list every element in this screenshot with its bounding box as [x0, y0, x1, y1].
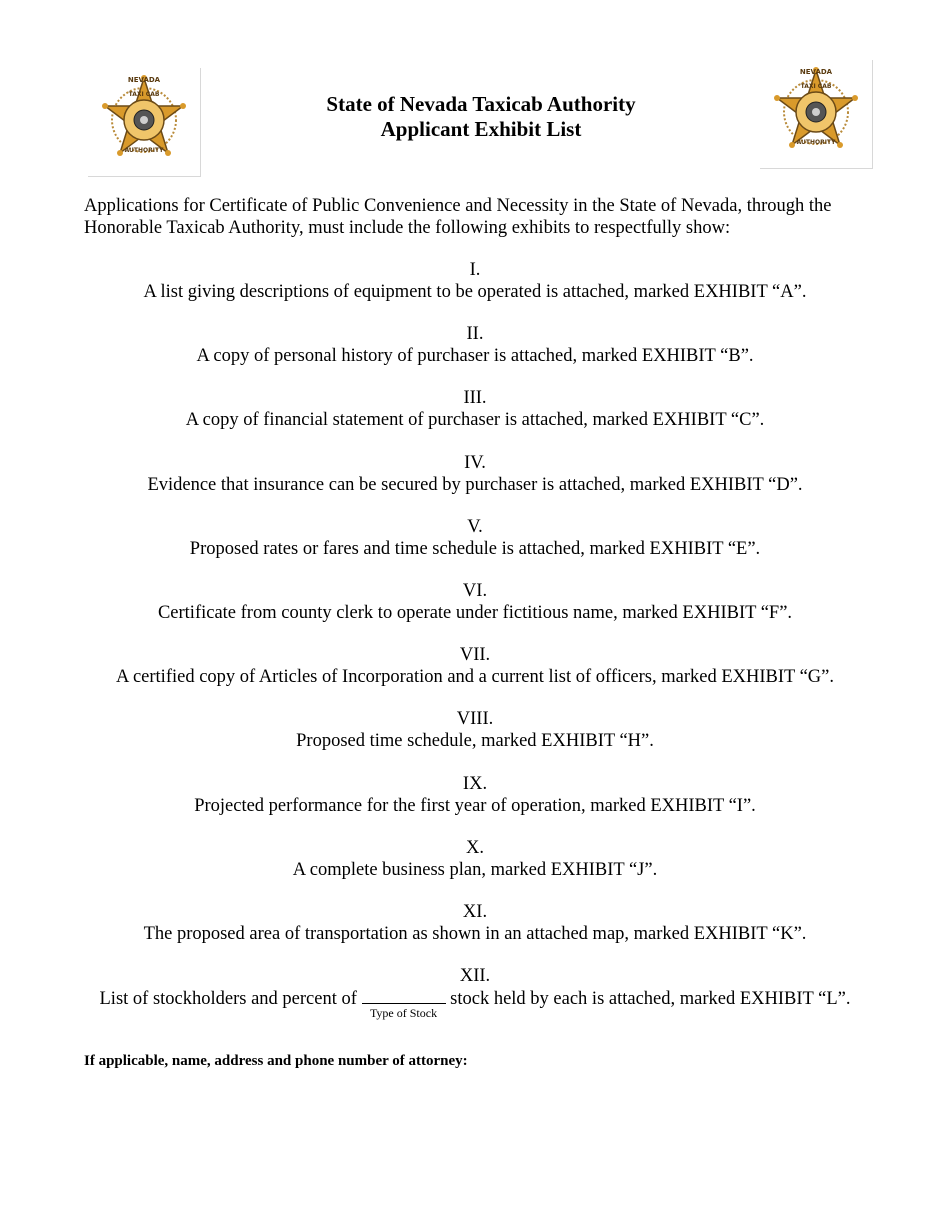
- type-of-stock-blank-field[interactable]: [362, 987, 446, 1021]
- taxicab-authority-badge-logo-right: [760, 60, 873, 169]
- svg-text:TAXI CAB: TAXI CAB: [128, 91, 160, 98]
- exhibit-numeral: VI.: [462, 580, 488, 601]
- exhibit-item-stockholders: [0, 965, 950, 1029]
- exhibit-numeral: II.: [466, 324, 484, 345]
- exhibit-text: A complete business plan, marked EXHIBIT “J”.: [292, 859, 658, 880]
- exhibit-text: A certified copy of Articles of Incorporation and a current list of officers, marked EXHIBIT “G”.: [116, 667, 834, 688]
- exhibit-item: [0, 259, 950, 323]
- exhibit-numeral: XII.: [459, 966, 491, 987]
- exhibit-item: [0, 644, 950, 708]
- svg-text:AUTHORITY: AUTHORITY: [796, 139, 836, 146]
- taxicab-authority-badge-logo-left: [88, 68, 201, 177]
- exhibit-text: Evidence that insurance can be secured by purchaser is attached, marked EXHIBIT “D”.: [147, 474, 803, 495]
- svg-text:NEVADA: NEVADA: [799, 68, 833, 76]
- type-of-stock-label: Type of Stock: [369, 1006, 438, 1021]
- exhibit-numeral: V.: [467, 516, 483, 537]
- exhibit-text: A list giving descriptions of equipment to be operated is attached, marked EXHIBIT “A”.: [143, 282, 807, 302]
- exhibit-item: [0, 580, 950, 644]
- exhibit-item: [0, 773, 950, 837]
- exhibit-text: [0, 987, 950, 1021]
- exhibit-item: [0, 901, 950, 965]
- exhibit-text-after: stock held by each is attached, marked EXHIBIT “L”.: [450, 989, 851, 1010]
- exhibit-text: The proposed area of transportation as shown in an attached map, marked EXHIBIT “K”.: [143, 923, 807, 944]
- exhibit-item: [0, 387, 950, 451]
- star-badge-icon: [760, 60, 872, 168]
- exhibit-numeral: X.: [466, 837, 484, 858]
- exhibit-item: [0, 323, 950, 387]
- svg-text:AUTHORITY: AUTHORITY: [124, 147, 164, 154]
- title-line-1: State of Nevada Taxicab Authority: [326, 92, 636, 116]
- exhibit-item: [0, 516, 950, 580]
- svg-text:NEVADA: NEVADA: [127, 76, 161, 84]
- exhibit-text-before: List of stockholders and percent of: [99, 989, 357, 1010]
- exhibit-text: Proposed time schedule, marked EXHIBIT “H”.: [296, 731, 654, 752]
- exhibit-numeral: VII.: [459, 645, 491, 666]
- star-badge-icon: [88, 68, 200, 176]
- exhibit-numeral: XI.: [462, 901, 488, 922]
- exhibit-item: [0, 708, 950, 772]
- exhibit-numeral: VIII.: [456, 709, 494, 730]
- exhibit-item: [0, 837, 950, 901]
- title-line-2: Applicant Exhibit List: [380, 117, 582, 141]
- exhibit-numeral: IV.: [464, 452, 486, 473]
- intro-paragraph: Applications for Certificate of Public Convenience and Necessity in the State of Nevada, through the Honorable Taxicab Authority, must include the following exhibits to respectfully show:: [84, 196, 832, 238]
- exhibit-text: Proposed rates or fares and time schedule is attached, marked EXHIBIT “E”.: [189, 538, 761, 559]
- exhibit-numeral: I.: [469, 260, 481, 280]
- exhibit-text: A copy of financial statement of purchaser is attached, marked EXHIBIT “C”.: [185, 410, 765, 431]
- exhibit-item: [0, 452, 950, 516]
- page-title: [250, 92, 712, 142]
- exhibit-numeral: III.: [463, 388, 487, 409]
- exhibit-text: Certificate from county clerk to operate under fictitious name, marked EXHIBIT “F”.: [157, 602, 793, 623]
- svg-text:TAXI CAB: TAXI CAB: [800, 83, 832, 90]
- exhibit-text: A copy of personal history of purchaser is attached, marked EXHIBIT “B”.: [196, 346, 754, 367]
- exhibit-numeral: IX.: [462, 773, 488, 794]
- exhibit-list: [0, 259, 950, 1029]
- exhibit-text: Projected performance for the first year of operation, marked EXHIBIT “I”.: [194, 795, 756, 816]
- attorney-info-label: If applicable, name, address and phone number of attorney:: [84, 1053, 468, 1069]
